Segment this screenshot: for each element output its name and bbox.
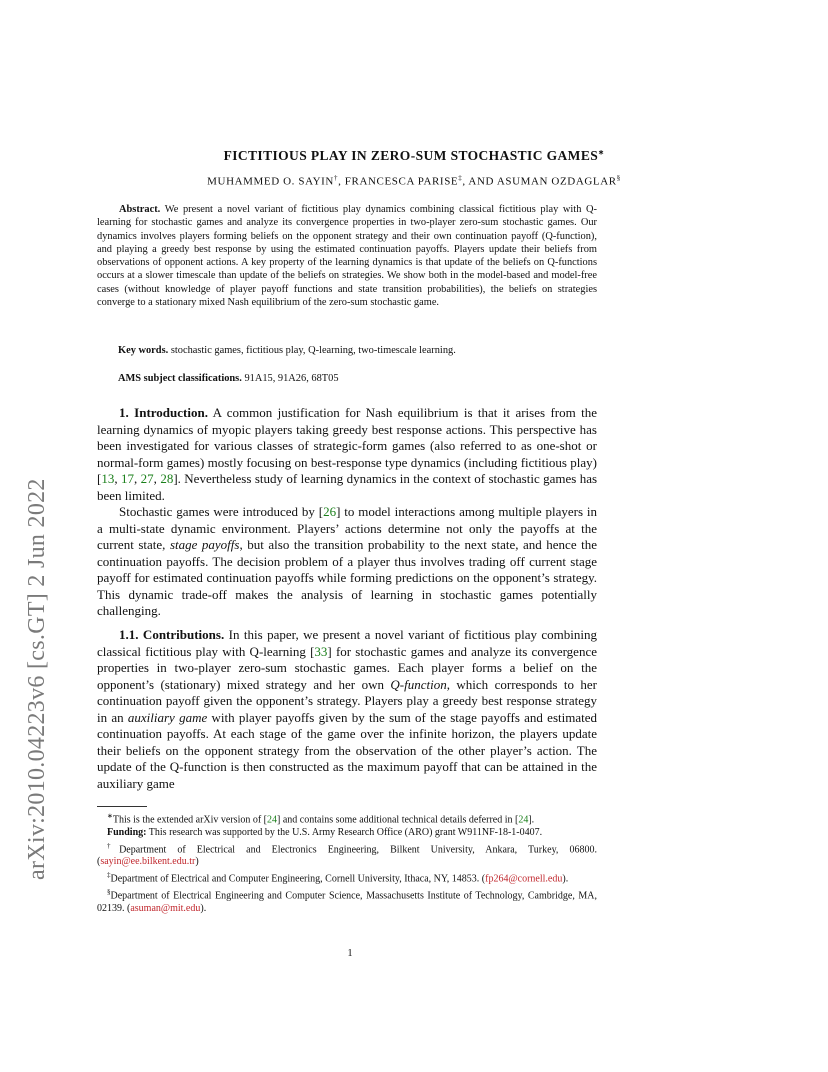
citation-link[interactable]: 24 xyxy=(267,814,278,826)
footnote-extended-version xyxy=(97,810,597,827)
citation-link[interactable]: 33 xyxy=(314,643,328,659)
footnotes xyxy=(97,810,597,915)
paragraph-text: , but also the transition probability to the next state, and hence the continuation payoffs. The decision problem of a player thus involves trading off current stage payoff for estimated continuation payoffs while forming predictions on the opponent’s strategy. This dynamic trade-off makes the analysis of learning in stochastic games potentially challenging. xyxy=(97,537,598,618)
keywords-label: Key words. xyxy=(118,345,169,356)
intro-paragraph-1: 1. Introduction. A common justification for Nash equilibrium is that it arises from the learning dynamics of myopic players taking greedy best response actions. This perspective has been investigated for various classes of strategic-form games (also referred to as one-shot or normal-form games) mostly focusing on best-response type dynamics (including fictitious play) [13, 17, 27, 28]. Nevertheless study of learning dynamics in the context of stochastic games has been limited. xyxy=(97,405,598,503)
footnote-affiliation-sayin xyxy=(97,840,597,870)
footnote-divider xyxy=(97,806,147,807)
paper-title xyxy=(96,148,732,164)
footnote-affiliation-parise xyxy=(97,869,597,886)
author-mark: § xyxy=(616,174,621,182)
email-link[interactable]: asuman@mit.edu xyxy=(130,902,201,914)
abstract-label: Abstract. xyxy=(119,204,161,215)
citation-link[interactable]: 17 xyxy=(121,471,134,486)
emphasis-text: auxiliary game xyxy=(127,709,208,725)
footnote-text: ). xyxy=(200,902,207,914)
keywords-text: stochastic games, fictitious play, Q-learning, two-timescale learning. xyxy=(170,345,456,356)
paragraph-text: Stochastic games were introduced by [ xyxy=(119,504,324,519)
citation-link[interactable]: 26 xyxy=(323,504,337,519)
paragraph-text: with player payoffs given by the sum of the stage payoffs and estimated continuation payoffs. At each stage of the game over the infinite horizon, the players update their beliefs on the opponent strategy from the observation of the other player’s action. The update of the Q-function is then constructed as the maximum payoff that can be attained in the auxiliary game xyxy=(97,709,597,791)
paragraph-text: ] to model interactions among multiple players in a multi-state dynamic environment. Players’ actions determine not only the payoffs at the current state, xyxy=(97,504,597,552)
footnote-text: ). xyxy=(562,873,569,885)
citation-link[interactable]: 13 xyxy=(101,471,115,486)
author-mark: ‡ xyxy=(458,174,463,182)
citation-link[interactable]: 27 xyxy=(140,471,154,486)
footnote-funding xyxy=(97,827,597,840)
paragraph-text: ] for stochastic games and analyze its convergence properties in two-player zero-sum stochastic games. Each player forms a belief on the opponent’s (stationary) mixed strategy and her own xyxy=(97,643,597,692)
footnote-mark: § xyxy=(107,887,111,896)
footnote-mark: ‡ xyxy=(107,871,111,880)
footnote-text: This is the extended arXiv version of [ xyxy=(112,814,268,826)
contrib-paragraph xyxy=(97,627,597,792)
footnote-affiliation-ozdaglar xyxy=(97,886,597,916)
footnote-text: ] and contains some additional technical details deferred in [ xyxy=(277,814,519,826)
intro-paragraph-2 xyxy=(97,504,597,620)
contributions-section xyxy=(97,627,597,792)
ams-text: 91A15, 91A26, 68T05 xyxy=(244,373,339,384)
funding-label: Funding: xyxy=(107,826,147,838)
paragraph-text: ]. Nevertheless study of learning dynamics in the context of stochastic games has been limited. xyxy=(97,471,598,503)
author-list: MUHAMMED O. SAYIN†, FRANCESCA PARISE‡, AND ASUMAN OZDAGLAR§ xyxy=(207,174,621,188)
author-sayin: MUHAMMED O. SAYIN xyxy=(207,175,334,188)
footnote-text: Department of Electrical and Computer Engineering, Cornell University, Ithaca, NY, 14853. ( xyxy=(110,873,486,885)
keywords xyxy=(118,345,598,356)
emphasis-text: Q-function xyxy=(390,676,447,692)
footnote-text: This research was supported by the U.S. Army Research Office (ARO) grant W911NF-18-1-0407. xyxy=(148,826,543,838)
paragraph-text: In this paper, we present a novel variant of fictitious play combining classical fictitious play with Q-learning [ xyxy=(97,627,598,659)
footnote-text: ) xyxy=(195,856,199,868)
introduction-section xyxy=(97,405,597,620)
email-link[interactable]: fp264@cornell.edu xyxy=(485,873,563,885)
paragraph-text: A common justification for Nash equilibrium is that it arises from the learning dynamics of myopic players taking greedy best response actions. This perspective has been investigated for various classes of strategic-form games (also referred to as one-shot or normal-form games) mostly focusing on best-response type dynamics (including fictitious play) [ xyxy=(97,405,597,486)
footnote-mark: † xyxy=(107,841,120,850)
title-footnote-mark: ∗ xyxy=(598,148,605,157)
section-heading: 1. Introduction. xyxy=(119,405,208,420)
subsection-heading: 1.1. Contributions. xyxy=(119,627,225,642)
abstract xyxy=(97,203,597,309)
arxiv-identifier: arXiv:2010.04223v6 [cs.GT] 2 Jun 2022 xyxy=(24,478,50,880)
author-parise: FRANCESCA PARISE xyxy=(344,175,459,188)
abstract-text: We present a novel variant of fictitious play dynamics combining classical fictitious play with Q-learning for stochastic games and analyze its convergence properties in two-player zero-sum stochastic games. Our dynamics involves players forming beliefs on the opponent strategy and their own continuation payoff (Q-function), and playing a greedy best response by using the estimated continuation payoffs. Players update their beliefs from observations of opponent actions. A key property of the learning dynamics is that update of the beliefs on Q-functions occurs at a slower timescale than update of the beliefs on strategies. We show both in the model-based and model-free cases (without knowledge of player payoff functions and state transition probabilities), the beliefs on strategies converge to a stationary mixed Nash equilibrium of the zero-sum stochastic game. xyxy=(97,204,597,309)
author-mark: † xyxy=(333,174,339,182)
email-link[interactable]: sayin@ee.bilkent.edu.tr xyxy=(100,856,196,868)
page-number: 1 xyxy=(347,948,353,959)
footnote-text: Department of Electrical Engineering and Computer Science, Massachusetts Institute of Technology, Cambridge, MA, 02139. ( xyxy=(97,890,597,914)
ams-label: AMS subject classifications. xyxy=(118,373,242,384)
author-conjunction: , AND xyxy=(462,175,497,188)
emphasis-text: stage payoffs xyxy=(169,537,240,552)
paragraph-text: , which corresponds to her continuation payoff given the opponent’s strategy. Players play a greedy best response strategy in an xyxy=(97,676,597,725)
title-text: FICTITIOUS PLAY IN ZERO-SUM STOCHASTIC GAMES xyxy=(223,148,599,163)
ams-classifications xyxy=(118,373,598,384)
citation-link[interactable]: 24 xyxy=(518,814,529,826)
footnote-text: Department of Electrical and Electronics Engineering, Bilkent University, Ankara, Turkey, 06800. ( xyxy=(97,843,598,868)
author-ozdaglar: ASUMAN OZDAGLAR xyxy=(496,175,617,188)
footnote-mark: ∗ xyxy=(107,812,113,820)
footnote-text: ]. xyxy=(528,814,535,826)
citation-link[interactable]: 28 xyxy=(160,471,174,486)
